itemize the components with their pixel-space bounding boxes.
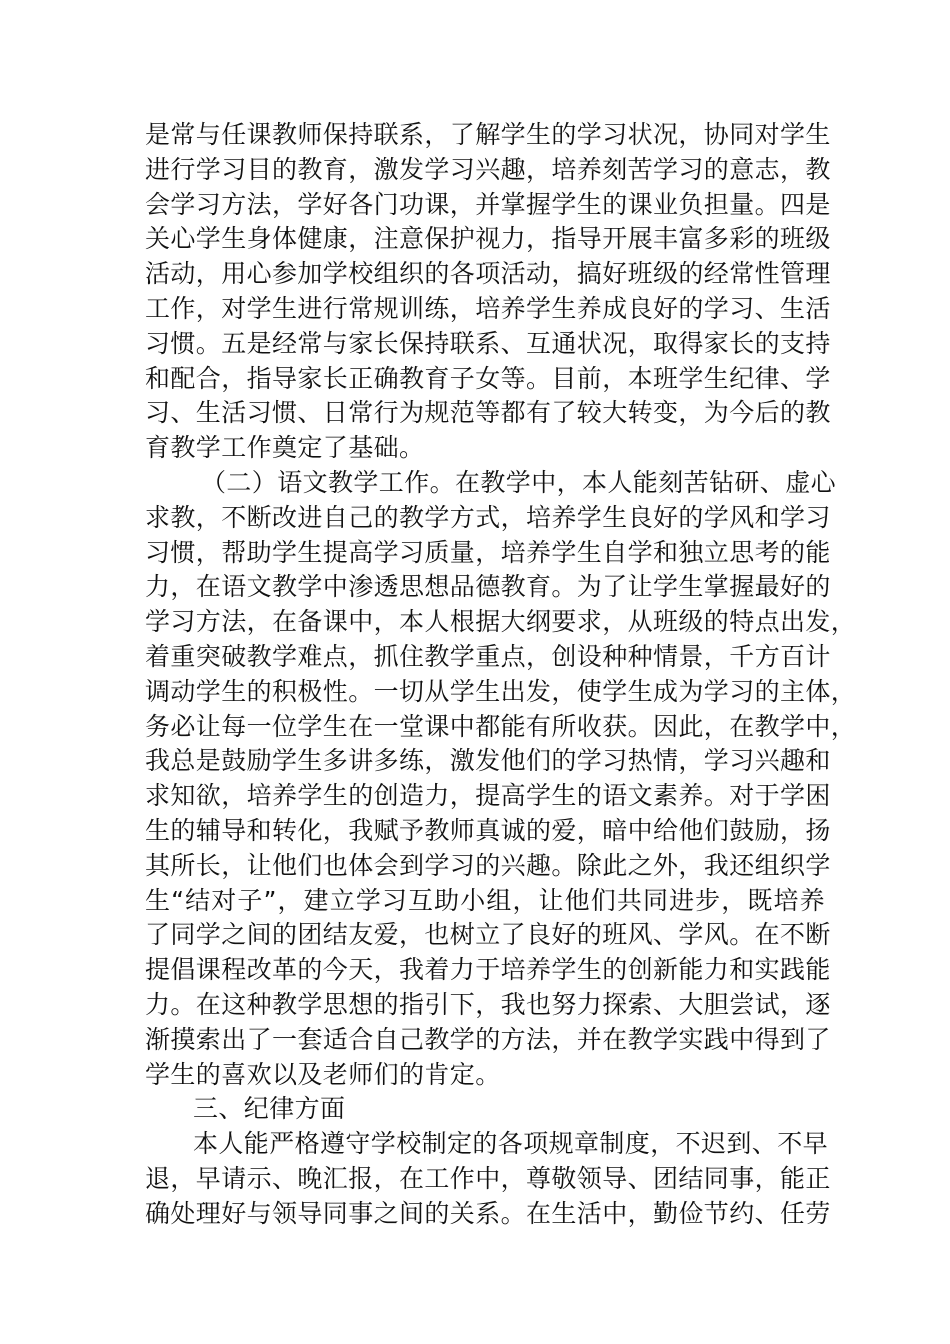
- text-line: 和配合，指导家长正确教育子女等。目前，本班学生纪律、学: [145, 363, 831, 393]
- text-line: 习、生活习惯、日常行为规范等都有了较大转变，为今后的教: [145, 398, 831, 428]
- text-line: 习惯，帮助学生提高学习质量，培养学生自学和独立思考的能: [145, 537, 831, 567]
- text-line: 生“结对子”，建立学习互助小组，让他们共同进步，既培养: [145, 885, 825, 915]
- text-line: 会学习方法，学好各门功课，并掌握学生的课业负担量。四是: [145, 189, 831, 219]
- text-line: 是常与任课教师保持联系，了解学生的学习状况，协同对学生: [145, 120, 831, 149]
- text-line: 进行学习目的教育，激发学习兴趣，培养刻苦学习的意志，教: [145, 154, 831, 184]
- text-line: 工作，对学生进行常规训练，培养学生养成良好的学习、生活: [145, 293, 831, 323]
- text-line: 育教学工作奠定了基础。: [145, 433, 425, 463]
- text-line: 关心学生身体健康，注意保护视力，指导开展丰富多彩的班级: [145, 224, 831, 254]
- text-line: 我总是鼓励学生多讲多练，激发他们的学习热情，学习兴趣和: [145, 746, 831, 776]
- text-line: 生的辅导和转化，我赋予教师真诚的爱，暗中给他们鼓励，扬: [145, 815, 831, 845]
- text-line: 着重突破教学难点，抓住教学重点，创设种种情景，千方百计: [145, 641, 831, 671]
- text-line: 活动，用心参加学校组织的各项活动，搞好班级的经常性管理: [145, 259, 831, 289]
- body-text: [145, 118, 857, 1232]
- text-line: 求教，不断改进自己的教学方式，培养学生良好的学风和学习: [145, 502, 831, 532]
- text-line: 习惯。五是经常与家长保持联系、互通状况，取得家长的支持: [145, 328, 831, 358]
- text-line: 本人能严格遵守学校制定的各项规章制度，不迟到、不早: [193, 1129, 829, 1159]
- text-line: 调动学生的积极性。一切从学生出发，使学生成为学习的主体，: [145, 676, 857, 706]
- text-line: 其所长，让他们也体会到学习的兴趣。除此之外，我还组织学: [145, 850, 831, 880]
- text-line: 了同学之间的团结友爱，也树立了良好的班风、学风。在不断: [145, 920, 831, 950]
- text-line: 求知欲，培养学生的创造力，提高学生的语文素养。对于学困: [145, 781, 831, 811]
- section-subheading-line: （二）语文教学工作。在教学中，本人能刻苦钻研、虚心: [201, 467, 837, 497]
- text-line: 学生的喜欢以及老师们的肯定。: [145, 1059, 501, 1089]
- text-line: 学习方法，在备课中，本人根据大纲要求，从班级的特点出发，: [145, 607, 857, 637]
- text-line: 力。在这种教学思想的指引下，我也努力探索、大胆尝试，逐: [145, 989, 831, 1019]
- text-line: 力，在语文教学中渗透思想品德教育。为了让学生掌握最好的: [145, 572, 831, 602]
- text-line: 务必让每一位学生在一堂课中都能有所收获。因此，在教学中，: [145, 711, 857, 741]
- section-heading: 三、纪律方面: [193, 1094, 346, 1124]
- text-line: 退，早请示、晚汇报，在工作中，尊敬领导、团结同事，能正: [145, 1163, 831, 1193]
- text-line: 提倡课程改革的今天，我着力于培养学生的创新能力和实践能: [145, 955, 831, 985]
- text-line: 渐摸索出了一套适合自己教学的方法，并在教学实践中得到了: [145, 1024, 831, 1054]
- text-line: 确处理好与领导同事之间的关系。在生活中，勤俭节约、任劳: [145, 1198, 831, 1228]
